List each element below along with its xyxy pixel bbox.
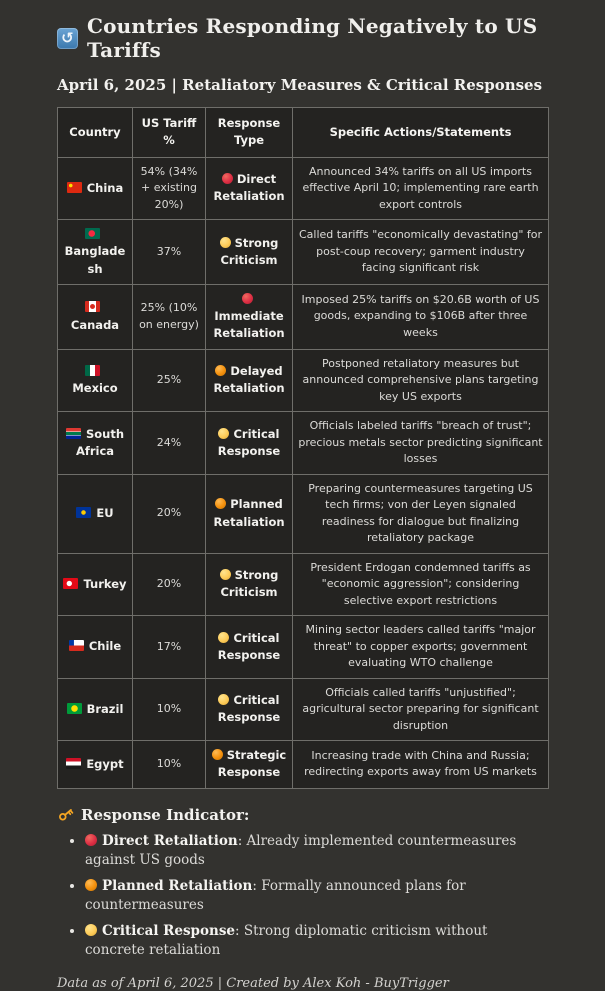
tariff-cell: 37%	[133, 220, 206, 285]
yellow-circle-icon	[218, 694, 229, 705]
yellow-circle-icon	[220, 569, 231, 580]
response-type-label: Delayed Retaliation	[213, 364, 285, 396]
chile-flag-icon	[69, 640, 84, 651]
response-type-cell	[206, 553, 293, 616]
eu-flag-icon	[76, 507, 91, 518]
response-type-label: Strong Criticism	[220, 568, 279, 600]
southafrica-flag-icon	[66, 428, 81, 439]
tariff-cell: 17%	[133, 616, 206, 679]
column-header-country: Country	[58, 108, 133, 158]
column-header-actions: Specific Actions/Statements	[293, 108, 549, 158]
yellow-circle-icon	[218, 632, 229, 643]
legend-item	[85, 877, 548, 916]
country-name: Mexico	[72, 381, 118, 396]
column-header-tariff: US Tariff %	[133, 108, 206, 158]
tariff-cell: 20%	[133, 553, 206, 616]
table-row	[58, 553, 549, 616]
tariff-cell: 54% (34% + existing 20%)	[133, 157, 206, 220]
response-type-label: Strategic Response	[217, 748, 287, 780]
table-row	[58, 220, 549, 285]
mexico-flag-icon	[85, 365, 100, 376]
actions-cell: Increasing trade with China and Russia; redirecting exports away from US markets	[293, 741, 549, 789]
legend-item-description: : Formally announced plans for countermeasures	[85, 877, 466, 914]
response-type-label: Critical Response	[217, 630, 281, 662]
legend-title-text: Response Indicator:	[81, 805, 250, 824]
country-cell	[58, 474, 133, 553]
legend-item	[85, 832, 548, 871]
egypt-flag-icon	[66, 758, 81, 769]
country-cell	[58, 220, 133, 285]
orange-circle-icon	[85, 879, 97, 891]
country-name: South Africa	[75, 426, 125, 458]
legend-title	[57, 806, 548, 824]
tariff-cell: 20%	[133, 474, 206, 553]
yellow-circle-icon	[220, 237, 231, 248]
tariff-cell: 10%	[133, 678, 206, 741]
tariff-cell: 24%	[133, 412, 206, 475]
country-cell	[58, 412, 133, 475]
country-name: Egypt	[86, 756, 124, 771]
country-name: Chile	[88, 639, 122, 654]
response-type-cell	[206, 474, 293, 553]
country-cell	[58, 678, 133, 741]
table-row	[58, 284, 549, 349]
response-type-label: Critical Response	[217, 426, 281, 458]
country-cell	[58, 349, 133, 412]
table-row	[58, 616, 549, 679]
response-type-cell	[206, 157, 293, 220]
country-cell	[58, 616, 133, 679]
actions-cell: Imposed 25% tariffs on $20.6B worth of US goods, expanding to $106B after three weeks	[293, 284, 549, 349]
red-circle-icon	[242, 293, 253, 304]
actions-cell: Called tariffs "economically devastating" for post-coup recovery; garment industry facing significant risk	[293, 220, 549, 285]
key-icon	[57, 806, 74, 823]
yellow-circle-icon	[218, 428, 229, 439]
red-circle-icon	[85, 834, 97, 846]
table-header-row	[58, 108, 549, 158]
brazil-flag-icon	[67, 703, 82, 714]
response-type-cell	[206, 741, 293, 789]
tariff-response-table	[57, 107, 549, 789]
country-name: Brazil	[86, 701, 124, 716]
table-row	[58, 349, 549, 412]
response-type-cell	[206, 412, 293, 475]
actions-cell: Officials called tariffs "unjustified"; agricultural sector preparing for significant disruption	[293, 678, 549, 741]
actions-cell: Mining sector leaders called tariffs "major threat" to copper exports; government evaluating WTO challenge	[293, 616, 549, 679]
table-row	[58, 412, 549, 475]
tariff-cell: 10%	[133, 741, 206, 789]
orange-circle-icon	[215, 498, 226, 509]
page-title	[57, 14, 548, 62]
country-name: China	[86, 180, 124, 195]
actions-cell: Postponed retaliatory measures but announced comprehensive plans targeting key US exports	[293, 349, 549, 412]
country-cell	[58, 553, 133, 616]
yellow-circle-icon	[85, 924, 97, 936]
china-flag-icon	[67, 182, 82, 193]
arrows-counterclockwise-icon: ↺	[57, 28, 78, 49]
legend-item-label: Direct Retaliation	[102, 832, 238, 849]
actions-cell: Officials labeled tariffs "breach of trust"; precious metals sector predicting significant losses	[293, 412, 549, 475]
country-name: Canada	[70, 317, 120, 332]
actions-cell: Announced 34% tariffs on all US imports effective April 10; implementing rare earth export controls	[293, 157, 549, 220]
response-type-cell	[206, 284, 293, 349]
bangladesh-flag-icon	[85, 228, 100, 239]
response-type-label: Critical Response	[217, 693, 281, 725]
turkey-flag-icon	[63, 578, 78, 589]
country-name: Turkey	[83, 576, 127, 591]
actions-cell: President Erdogan condemned tariffs as "economic aggression"; considering selective export restrictions	[293, 553, 549, 616]
table-row	[58, 741, 549, 789]
tariff-cell: 25% (10% on energy)	[133, 284, 206, 349]
red-circle-icon	[222, 173, 233, 184]
country-cell	[58, 157, 133, 220]
country-cell	[58, 284, 133, 349]
page-title-text: Countries Responding Negatively to US Tariffs	[87, 14, 538, 62]
table-row	[58, 157, 549, 220]
legend-item-description: : Already implemented countermeasures against US goods	[85, 832, 517, 869]
response-indicator-legend	[57, 806, 548, 961]
legend-item-description: : Strong diplomatic criticism without concrete retaliation	[85, 922, 488, 959]
actions-cell: Preparing countermeasures targeting US tech firms; von der Leyen signaled readiness for dialogue but finalizing retaliatory package	[293, 474, 549, 553]
country-name: Bangladesh	[64, 244, 126, 276]
country-cell	[58, 741, 133, 789]
legend-item	[85, 922, 548, 961]
response-type-label: Direct Retaliation	[213, 172, 285, 204]
response-type-cell	[206, 220, 293, 285]
orange-circle-icon	[212, 749, 223, 760]
column-header-response-type: Response Type	[206, 108, 293, 158]
response-type-label: Strong Criticism	[220, 235, 279, 267]
country-name: EU	[96, 505, 114, 520]
footer-credit: Data as of April 6, 2025 | Created by Alex Koh - BuyTrigger	[57, 975, 449, 991]
legend-item-label: Planned Retaliation	[102, 877, 253, 894]
legend-item-label: Critical Response	[102, 922, 236, 939]
tariff-cell: 25%	[133, 349, 206, 412]
response-type-label: Immediate Retaliation	[213, 309, 285, 341]
canada-flag-icon	[85, 301, 100, 312]
response-type-cell	[206, 349, 293, 412]
table-row	[58, 678, 549, 741]
table-row	[58, 474, 549, 553]
response-type-label: Planned Retaliation	[213, 497, 285, 529]
page-subtitle: April 6, 2025 | Retaliatory Measures & Critical Responses	[57, 76, 543, 94]
response-type-cell	[206, 678, 293, 741]
response-type-cell	[206, 616, 293, 679]
orange-circle-icon	[215, 365, 226, 376]
